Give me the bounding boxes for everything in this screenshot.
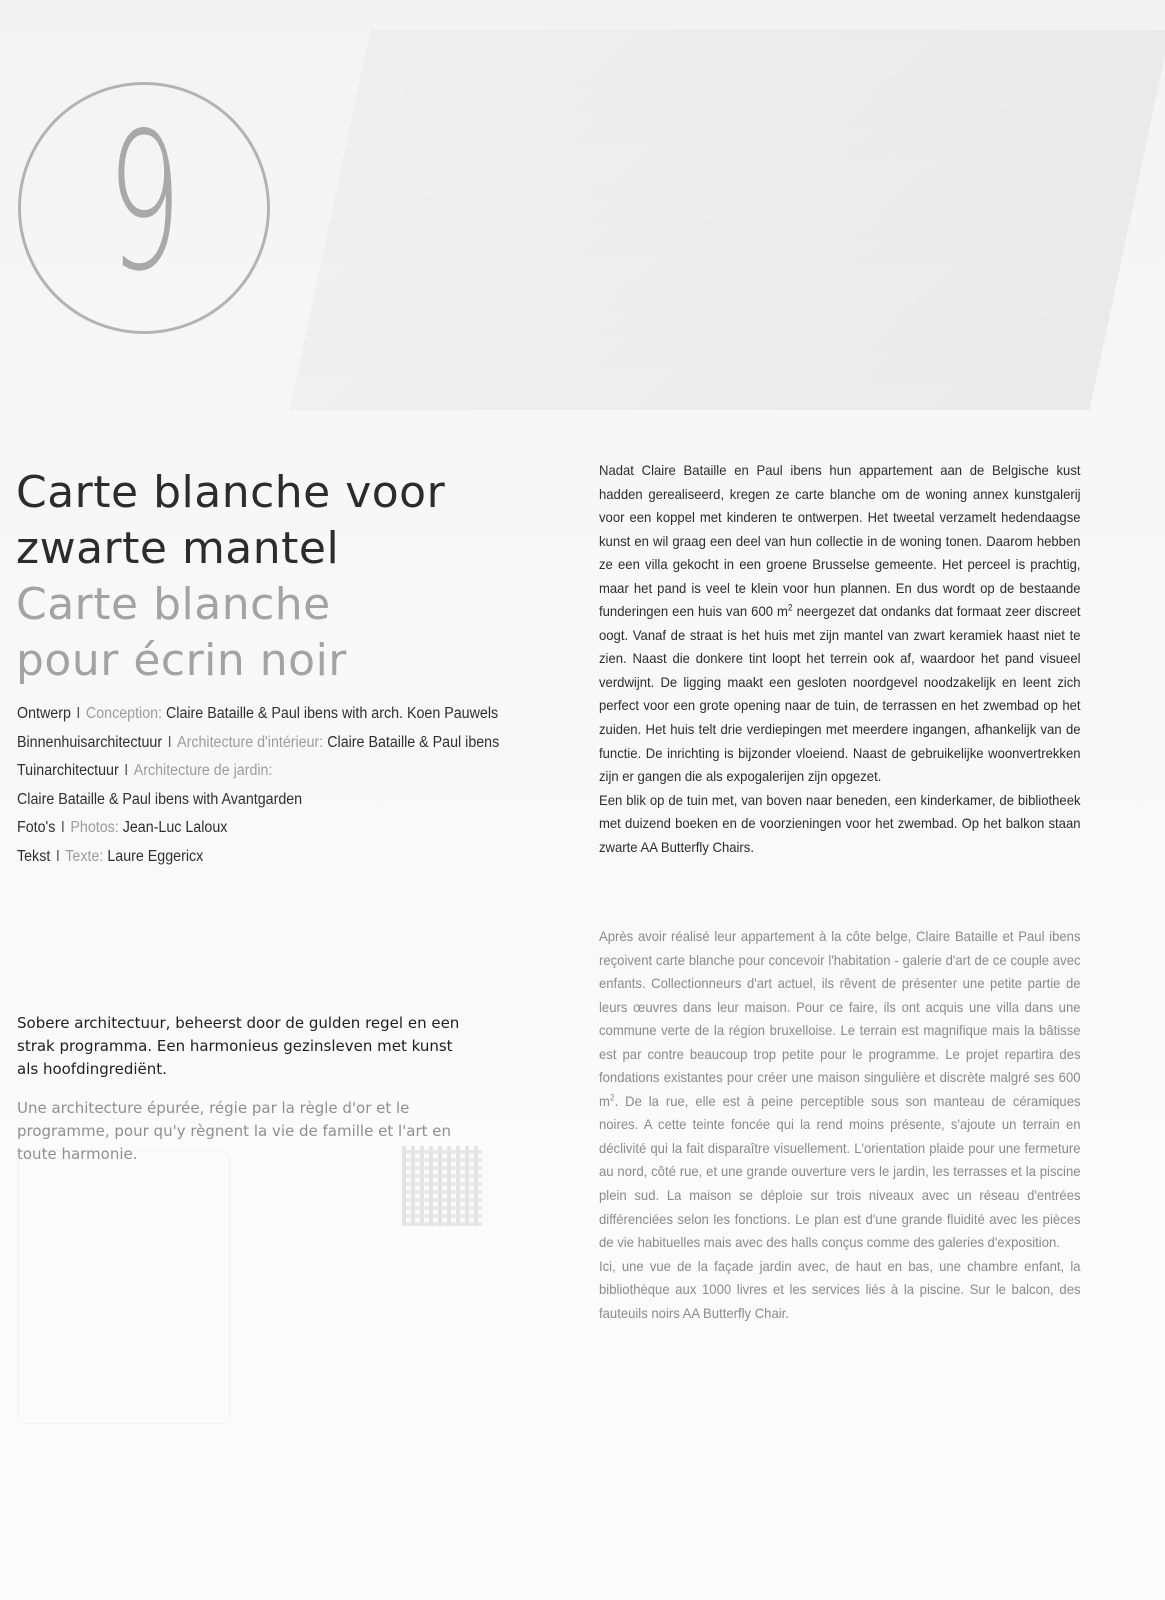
credit-design: Ontwerp I Conception: Claire Bataille & Paul ibens with arch. Koen Pauwels — [17, 705, 499, 722]
title-french — [16, 577, 347, 689]
title-french-line-2: pour écrin noir — [16, 635, 347, 686]
body-text-dutch: Nadat Claire Bataille en Paul ibens hun appartement aan de Belgische kust hadden gerealiseerd, kregen ze carte blanche om de woning annex kunstgalerij voor een koppel met kinderen te ontwerpen. Het tweetal verzamelt hedendaagse kunst en wil graag een deel van hun collectie in de woning tonen. Daarom hebben ze een villa gekocht in een groene Brusselse gemeente. Het perceel is prachtig, maar het pand is veel te klein voor hun plannen. En dus wordt op de bestaande funderingen een huis van 600 $m^2$ neergezet dat ondanks dat formaat zeer discreet oogt. Vanaf de straat is het huis met zijn mantel van zwart keramiek haast niet te zien. Naast die donkere tint loopt het terrein ook af, waardoor het pand visueel verdwijnt. De ligging maakt een gesloten noordgevel noodzakelijk en leent zich perfect voor een grote opening naar de tuin, de terrassen en het zwembad op het zuiden. Het huis telt drie verdiepingen met meerdere ingangen, afhankelijk van de functie. De inrichting is bijzonder vloeiend. Naast de gebruikelijke woonvertrekken zijn er gangen die als expogalerijen zijn opgezet. Een blik op de tuin met, van boven naar beneden, een kinderkamer, de bibliotheek met duizend boeken en de voorzieningen voor het zwembad. Op het balkon staan zwarte AA Butterfly Chairs. — [599, 462, 1081, 855]
title-french-line-1: Carte blanche — [16, 579, 331, 630]
credit-photos: Foto's I Photos: Jean-Luc Laloux — [17, 819, 228, 836]
title-dutch — [16, 465, 445, 577]
credit-garden: Tuinarchitectuur I Architecture de jardin: — [17, 762, 273, 779]
credit-interior: Binnenhuisarchitectuur I Architecture d'intérieur: Claire Bataille & Paul ibens — [17, 733, 500, 751]
ghost-advert — [18, 1150, 230, 1424]
article-number: 9 — [106, 92, 182, 313]
intro-french: Une architecture épurée, régie par la règle d'or et le programme, pour qu'y règnent la vie de famille et l'art en toute harmonie. — [17, 1099, 452, 1163]
credit-garden-value: Claire Bataille & Paul ibens with Avantgarden — [17, 790, 303, 808]
credits — [17, 700, 577, 871]
title-dutch-line-1: Carte blanche voor — [16, 467, 446, 518]
article-number-badge — [18, 82, 270, 334]
body-text-french: Après avoir réalisé leur appartement à la côte belge, Claire Bataille et Paul ibens reçoivent carte blanche pour concevoir l'habitation - galerie d'art de ce couple avec enfants. Collectionneurs d'art actuel, ils rêvent de présenter une petite partie de leurs œuvres dans leur maison. Pour ce faire, ils ont acquis une villa dans une commune verte de la région bruxelloise. Le terrain est magnifique mais la bâtisse est par contre beaucoup trop petite pour le programme. Le projet repartira des fondations existantes pour créer une maison singulière et discrète malgré ses 600 $m^2$. De la rue, elle est à peine perceptible sous son manteau de céramiques noires. A cette teinte foncée qui la rend moins présente, s'ajoute un terrain en déclivité qui la fait disparaître visuellement. L'orientation plaide pour une fermeture au nord, côté rue, et une grande ouverture vers le jardin, les terrasses et la piscine plein sud. La maison se déploie sur trois niveaux avec un réseau d'entrées différenciées selon les fonctions. Le plan est d'une grande fluidité avec les pièces de vie habituelles mais avec des halls conçus comme des galeries d'exposition. Ici, une vue de la façade jardin avec, de haut en bas, une chambre enfant, la bibliothèque aux 1000 livres et les services liés à la piscine. Sur le balcon, des fauteuils noirs AA Butterfly Chair. — [599, 928, 1081, 1321]
intro-dutch: Sobere architectuur, beheerst door de gulden regel en een strak programma. Een harmonieus gezinsleven met kunst als hoofdingrediënt. — [17, 1014, 460, 1078]
title-dutch-line-2: zwarte mantel — [16, 523, 340, 574]
credit-text: Tekst I Texte: Laure Eggericx — [17, 847, 204, 865]
